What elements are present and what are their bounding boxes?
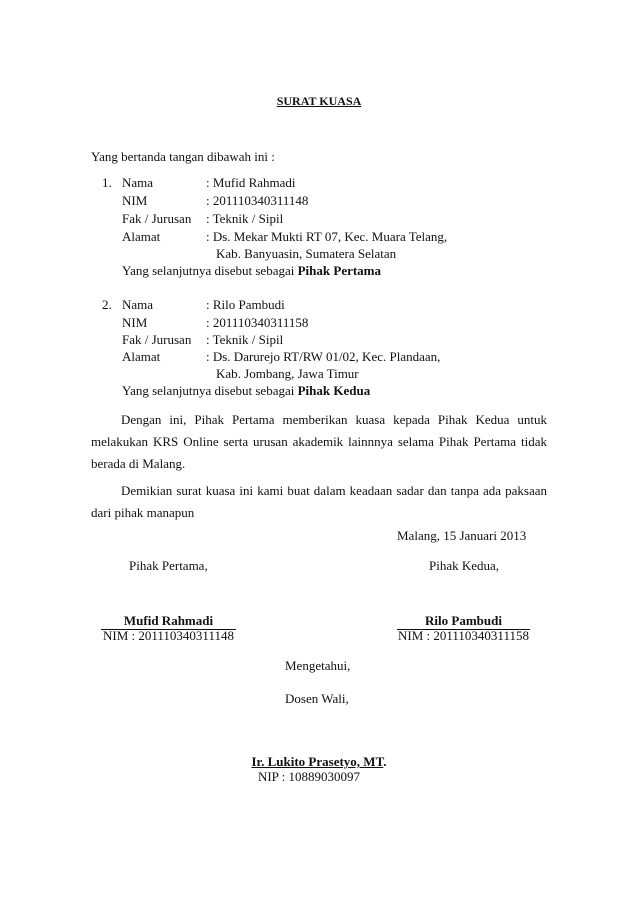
advisor-name: Ir. Lukito Prasetyo, MT	[251, 754, 384, 769]
party-2-alamat-label: Alamat	[122, 349, 161, 364]
party-2-name-value: : Rilo Pambudi	[206, 297, 285, 312]
party-1-name-label: Nama	[122, 175, 154, 190]
party-2-nim-label: NIM	[122, 315, 148, 330]
left-signer-name: Mufid Rahmadi	[123, 613, 214, 628]
party-2-reference-bold: Pihak Kedua	[297, 383, 371, 398]
party-1-fak-value: : Teknik / Sipil	[206, 211, 284, 226]
acknowledgement-label: Mengetahui,	[285, 658, 351, 673]
intro-text: Yang bertanda tangan dibawah ini :	[91, 149, 275, 164]
right-signer-name: Rilo Pambudi	[425, 613, 502, 628]
party-1-reference	[122, 262, 381, 279]
party-1-fak-label: Fak / Jurusan	[122, 211, 192, 226]
party-2-fak-label: Fak / Jurusan	[122, 332, 192, 347]
party-1-name-value: : Mufid Rahmadi	[206, 175, 296, 190]
party-1-reference-bold: Pihak Pertama	[297, 263, 382, 278]
document-title: SURAT KUASA	[276, 94, 362, 108]
advisor-nip: NIP : 10889030097	[257, 769, 361, 784]
party-2-number: 2.	[102, 297, 112, 312]
party-2-alamat-value-2: Kab. Jombang, Jawa Timur	[216, 366, 359, 381]
academic-advisor-label: Dosen Wali,	[285, 691, 349, 706]
party-2-reference-prefix: Yang selanjutnya disebut sebagai	[122, 383, 298, 398]
right-signer-role: Pihak Kedua,	[429, 558, 500, 573]
party-2-fak-value: : Teknik / Sipil	[206, 332, 284, 347]
party-2-name-label: Nama	[122, 297, 154, 312]
party-2-alamat-value-1: : Ds. Darurejo RT/RW 01/02, Kec. Plandaan,	[206, 349, 441, 364]
party-1-number: 1.	[102, 175, 112, 190]
party-1-reference-prefix: Yang selanjutnya disebut sebagai	[122, 263, 298, 278]
right-signer-nim: NIM : 201110340311158	[398, 628, 529, 643]
party-2-reference	[122, 382, 370, 399]
place-date: Malang, 15 Januari 2013	[397, 528, 527, 543]
party-1-alamat-value-1: : Ds. Mekar Mukti RT 07, Kec. Muara Telang,	[206, 229, 448, 244]
body-paragraph-2: Demikian surat kuasa ini kami buat dalam keadaan sadar dan tanpa ada paksaan dari pihak manapun	[91, 483, 547, 520]
party-1-alamat-value-2: Kab. Banyuasin, Sumatera Selatan	[216, 246, 397, 261]
advisor-name-period: .	[383, 754, 387, 769]
party-1-nim-label: NIM	[122, 193, 148, 208]
party-2-nim-value: : 201110340311158	[206, 315, 309, 330]
party-1-alamat-label: Alamat	[122, 229, 161, 244]
party-1-nim-value: : 201110340311148	[206, 193, 309, 208]
left-signer-nim: NIM : 201110340311148	[103, 628, 234, 643]
body-paragraph-1: Dengan ini, Pihak Pertama memberikan kuasa kepada Pihak Kedua untuk melakukan KRS Online serta urusan akademik lainnnya selama Pihak Pertama tidak berada di Malang.	[91, 412, 547, 471]
left-signer-role: Pihak Pertama,	[129, 558, 208, 573]
